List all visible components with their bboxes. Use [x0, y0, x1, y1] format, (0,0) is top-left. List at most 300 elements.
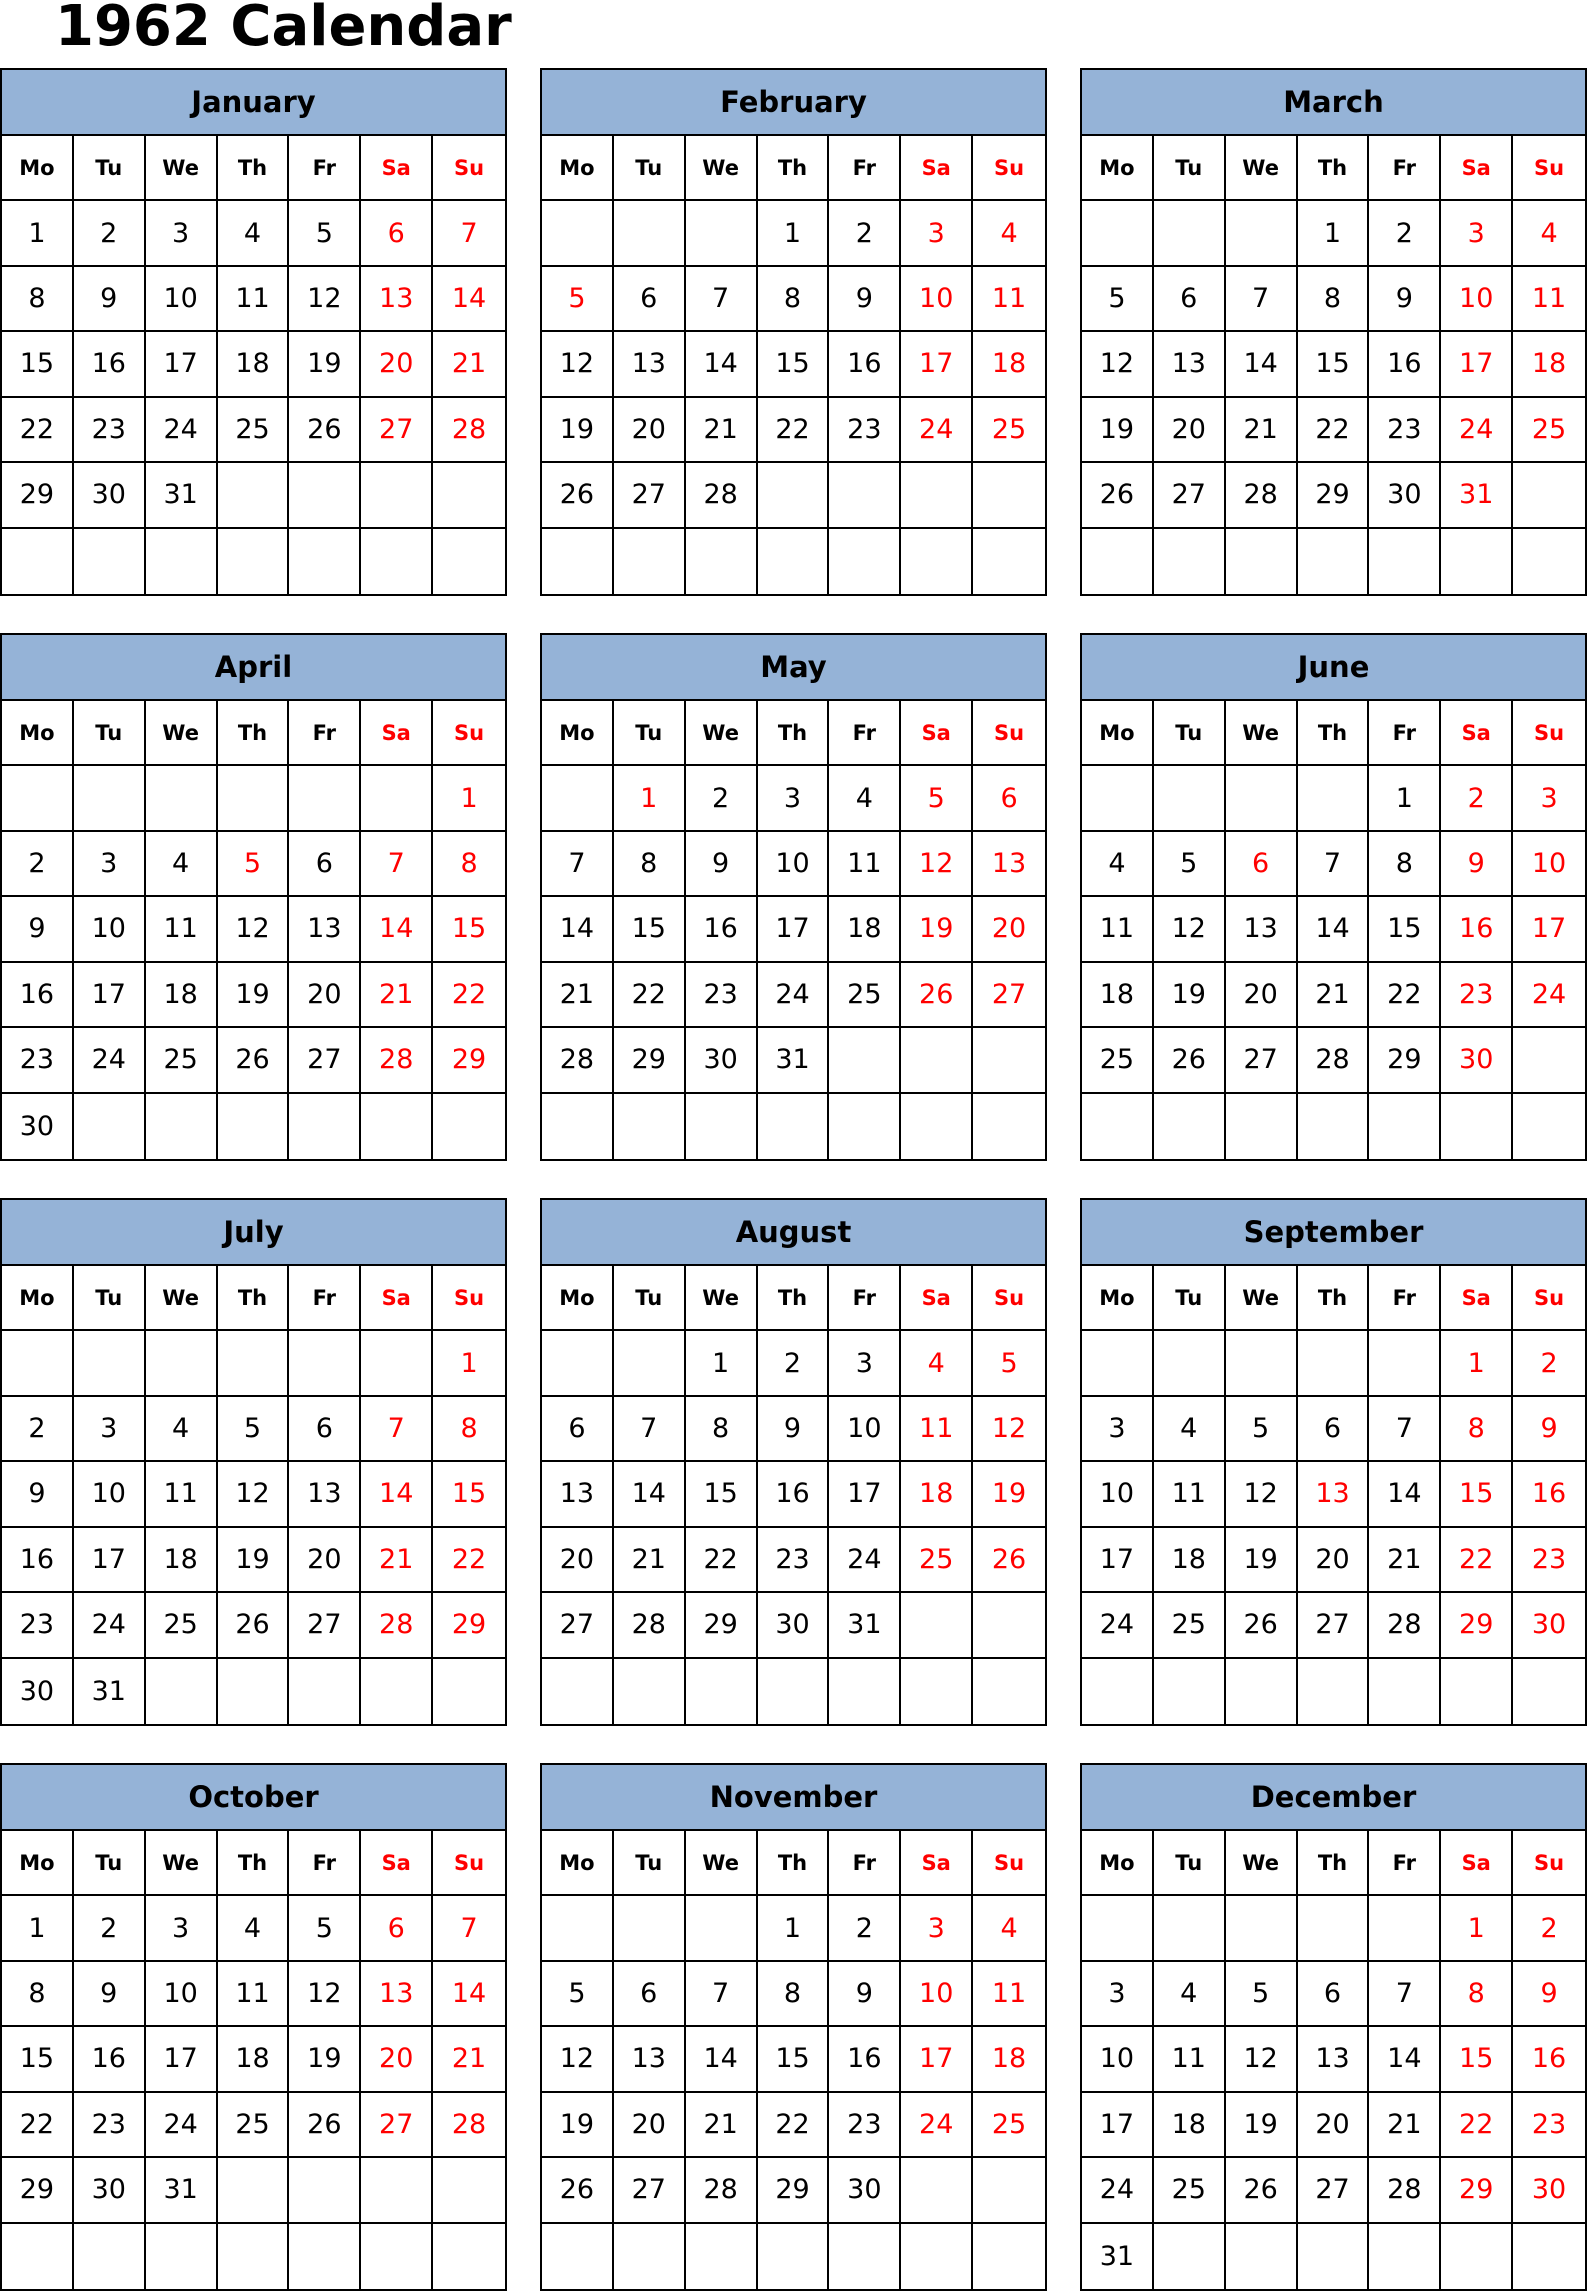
day-cell: 17 [1531, 913, 1567, 945]
day-cell: 3 [758, 766, 830, 829]
day-cell: 11 [1154, 1462, 1226, 1525]
day-cell: 5 [218, 832, 290, 895]
day-cell: 8 [1369, 832, 1441, 895]
day-cell: 19 [218, 1528, 290, 1591]
day-cell: 2 [1540, 1347, 1558, 1379]
day-cell: 10 [758, 832, 830, 895]
weekday-label: Fr [829, 136, 901, 199]
week-row [542, 1896, 1045, 1961]
week-row [1082, 267, 1585, 332]
day-cell: 27 [614, 463, 686, 526]
day-cell: 9 [758, 1397, 830, 1460]
empty-cell [1298, 1331, 1370, 1394]
day-cell: 13 [991, 848, 1027, 880]
day-cell: 27 [289, 1028, 361, 1091]
empty-cell [218, 463, 290, 526]
day-cell: 7 [614, 1397, 686, 1460]
month-march [1080, 68, 1587, 596]
empty-cell [829, 1028, 901, 1091]
weekday-label: Tu [1154, 1831, 1226, 1894]
week-row [1082, 2093, 1585, 2158]
weekday-label: Th [218, 1831, 290, 1894]
day-cell: 18 [146, 963, 218, 1026]
day-cell: 29 [686, 1593, 758, 1656]
day-cell: 20 [361, 2027, 433, 2090]
week-row [1082, 1593, 1585, 1658]
empty-cell [2, 766, 74, 829]
empty-cell [1154, 2224, 1226, 2289]
empty-cell [1298, 529, 1370, 594]
day-cell: 25 [829, 963, 901, 1026]
day-cell: 16 [2, 963, 74, 1026]
day-cell: 3 [146, 201, 218, 264]
empty-cell [1441, 2224, 1513, 2289]
day-cell: 31 [146, 463, 218, 526]
day-cell: 20 [991, 913, 1027, 945]
day-cell: 26 [542, 2158, 614, 2221]
day-cell: 12 [289, 267, 361, 330]
day-cell: 14 [1369, 2027, 1441, 2090]
day-cell: 9 [1540, 1413, 1558, 1445]
weekday-label: Mo [2, 1831, 74, 1894]
week-row [542, 2224, 1045, 2289]
day-cell: 4 [146, 1397, 218, 1460]
week-row [2, 832, 505, 897]
day-cell: 19 [542, 2093, 614, 2156]
weekday-label: Tu [74, 136, 146, 199]
day-cell: 31 [758, 1028, 830, 1091]
weekday-label: Sa [361, 1831, 433, 1894]
day-cell: 20 [614, 398, 686, 461]
day-cell: 27 [1298, 2158, 1370, 2221]
day-cell: 22 [1369, 963, 1441, 1026]
week-row [2, 2093, 505, 2158]
day-cell: 15 [451, 1478, 487, 1510]
week-row [1082, 2027, 1585, 2092]
weekday-label: Su [454, 1850, 485, 1875]
month-july [0, 1198, 507, 1726]
empty-cell [1298, 2224, 1370, 2289]
weekday-label: Th [1298, 136, 1370, 199]
day-cell: 1 [2, 1896, 74, 1959]
empty-cell [433, 463, 505, 526]
week-row [1082, 1462, 1585, 1527]
week-row [542, 2158, 1045, 2223]
day-cell: 12 [1154, 897, 1226, 960]
weekday-label: Su [1534, 1850, 1565, 1875]
day-cell: 9 [74, 267, 146, 330]
day-cell: 19 [289, 332, 361, 395]
day-cell: 22 [758, 398, 830, 461]
empty-cell [1369, 2224, 1441, 2289]
week-row [542, 1528, 1045, 1593]
empty-cell [686, 1659, 758, 1724]
day-cell: 23 [2, 1028, 74, 1091]
month-name: September [1082, 1200, 1585, 1266]
day-cell: 28 [686, 2158, 758, 2221]
day-cell: 4 [1154, 1397, 1226, 1460]
weekday-label: We [1226, 1831, 1298, 1894]
day-cell: 12 [542, 2027, 614, 2090]
empty-cell [1441, 1094, 1513, 1159]
week-row [2, 897, 505, 962]
empty-cell [614, 1659, 686, 1724]
day-cell: 18 [218, 2027, 290, 2090]
weekday-label: Tu [614, 1831, 686, 1894]
day-cell: 21 [1369, 1528, 1441, 1591]
day-cell: 18 [901, 1462, 973, 1525]
week-row [542, 1397, 1045, 1462]
month-may [540, 633, 1047, 1161]
week-row [1082, 832, 1585, 897]
day-cell: 7 [542, 832, 614, 895]
weekday-label: Fr [1369, 1266, 1441, 1329]
day-cell: 2 [829, 201, 901, 264]
empty-cell [973, 2158, 1045, 2221]
day-cell: 27 [289, 1593, 361, 1656]
empty-cell [829, 1659, 901, 1724]
day-cell: 13 [614, 332, 686, 395]
day-cell: 14 [361, 897, 433, 960]
day-cell: 23 [758, 1528, 830, 1591]
day-cell: 27 [542, 1593, 614, 1656]
empty-cell [542, 1094, 614, 1159]
day-cell: 28 [451, 413, 487, 445]
day-cell: 15 [686, 1462, 758, 1525]
day-cell: 11 [991, 1978, 1027, 2010]
week-row [542, 1094, 1045, 1159]
empty-cell [1226, 1896, 1298, 1959]
weekday-header-row [542, 136, 1045, 201]
day-cell: 13 [289, 1462, 361, 1525]
day-cell: 19 [1154, 963, 1226, 1026]
empty-cell [542, 529, 614, 594]
day-cell: 27 [991, 978, 1027, 1010]
day-cell: 25 [1082, 1028, 1154, 1091]
day-cell: 26 [218, 1593, 290, 1656]
day-cell: 3 [74, 1397, 146, 1460]
week-row [542, 897, 1045, 962]
day-cell: 18 [1531, 348, 1567, 380]
day-cell: 13 [1226, 897, 1298, 960]
day-cell: 27 [1154, 463, 1226, 526]
day-cell: 14 [1369, 1462, 1441, 1525]
empty-cell [289, 463, 361, 526]
day-cell: 18 [1082, 963, 1154, 1026]
day-cell: 23 [686, 963, 758, 1026]
day-cell: 15 [614, 897, 686, 960]
empty-cell [614, 1331, 686, 1394]
day-cell: 5 [901, 766, 973, 829]
day-cell: 21 [451, 348, 487, 380]
empty-cell [218, 1331, 290, 1394]
weekday-label: Th [1298, 1831, 1370, 1894]
day-cell: 30 [2, 1094, 74, 1159]
day-cell: 5 [1226, 1397, 1298, 1460]
day-cell: 25 [991, 413, 1027, 445]
empty-cell [1513, 2224, 1585, 2289]
day-cell: 15 [1369, 897, 1441, 960]
weekday-label: Su [1534, 1285, 1565, 1310]
day-cell: 1 [1441, 1331, 1513, 1394]
day-cell: 24 [146, 398, 218, 461]
day-cell: 7 [361, 832, 433, 895]
empty-cell [1226, 1659, 1298, 1724]
day-cell: 22 [2, 398, 74, 461]
day-cell: 2 [758, 1331, 830, 1394]
empty-cell [973, 1028, 1045, 1091]
day-cell: 31 [146, 2158, 218, 2221]
day-cell: 7 [686, 1962, 758, 2025]
week-row [1082, 1896, 1585, 1961]
week-row [2, 1528, 505, 1593]
month-january [0, 68, 507, 596]
empty-cell [1082, 1896, 1154, 1959]
day-cell: 6 [1000, 782, 1018, 814]
day-cell: 29 [2, 2158, 74, 2221]
weekday-label: Sa [901, 136, 973, 199]
weekday-label: Th [758, 136, 830, 199]
empty-cell [1082, 1331, 1154, 1394]
day-cell: 15 [1298, 332, 1370, 395]
day-cell: 5 [1000, 1347, 1018, 1379]
empty-cell [1441, 529, 1513, 594]
weekday-label: Su [994, 1850, 1025, 1875]
day-cell: 14 [451, 283, 487, 315]
day-cell: 26 [1226, 2158, 1298, 2221]
day-cell: 18 [1154, 1528, 1226, 1591]
weekday-label: Th [218, 1266, 290, 1329]
day-cell: 4 [829, 766, 901, 829]
day-cell: 1 [1369, 766, 1441, 829]
day-cell: 3 [1082, 1962, 1154, 2025]
day-cell: 5 [542, 267, 614, 330]
week-row [2, 1962, 505, 2027]
month-june [1080, 633, 1587, 1161]
weekday-label: We [146, 1831, 218, 1894]
day-cell: 10 [74, 1462, 146, 1525]
month-december [1080, 1763, 1587, 2291]
day-cell: 30 [686, 1028, 758, 1091]
day-cell: 25 [1531, 413, 1567, 445]
day-cell: 25 [1154, 2158, 1226, 2221]
empty-cell [146, 1331, 218, 1394]
day-cell: 28 [1369, 1593, 1441, 1656]
weekday-label: Sa [901, 701, 973, 764]
day-cell: 9 [2, 897, 74, 960]
day-cell: 13 [1298, 1462, 1370, 1525]
day-cell: 14 [542, 897, 614, 960]
weekday-label: Th [218, 136, 290, 199]
empty-cell [74, 529, 146, 594]
empty-cell [686, 529, 758, 594]
week-row [542, 1028, 1045, 1093]
empty-cell [901, 2158, 973, 2221]
day-cell: 11 [1154, 2027, 1226, 2090]
weekday-label: Fr [829, 1831, 901, 1894]
day-cell: 10 [829, 1397, 901, 1460]
day-cell: 29 [451, 1044, 487, 1076]
day-cell: 27 [1226, 1028, 1298, 1091]
day-cell: 16 [1369, 332, 1441, 395]
day-cell: 4 [1540, 217, 1558, 249]
day-cell: 4 [1154, 1962, 1226, 2025]
day-cell: 6 [361, 201, 433, 264]
weekday-label: Sa [1441, 136, 1513, 199]
weekday-label: Mo [1082, 701, 1154, 764]
empty-cell [829, 529, 901, 594]
weekday-label: Mo [1082, 1831, 1154, 1894]
month-name: May [542, 635, 1045, 701]
day-cell: 8 [1441, 1962, 1513, 2025]
day-cell: 23 [2, 1593, 74, 1656]
day-cell: 11 [991, 283, 1027, 315]
day-cell: 21 [361, 963, 433, 1026]
day-cell: 24 [829, 1528, 901, 1591]
weekday-label: Tu [74, 701, 146, 764]
empty-cell [74, 1094, 146, 1159]
empty-cell [433, 1659, 505, 1724]
day-cell: 19 [289, 2027, 361, 2090]
day-cell: 30 [1531, 2174, 1567, 2206]
day-cell: 21 [361, 1528, 433, 1591]
weekday-label: Sa [361, 701, 433, 764]
day-cell: 29 [758, 2158, 830, 2221]
day-cell: 22 [451, 978, 487, 1010]
day-cell: 1 [1441, 1896, 1513, 1959]
day-cell: 13 [1298, 2027, 1370, 2090]
weekday-label: Th [758, 1831, 830, 1894]
week-row [542, 201, 1045, 266]
day-cell: 29 [1369, 1028, 1441, 1091]
day-cell: 8 [1441, 1397, 1513, 1460]
day-cell: 10 [901, 267, 973, 330]
week-row [2, 201, 505, 266]
day-cell: 16 [758, 1462, 830, 1525]
day-cell: 9 [686, 832, 758, 895]
day-cell: 25 [991, 2108, 1027, 2140]
day-cell: 30 [1441, 1028, 1513, 1091]
day-cell: 28 [614, 1593, 686, 1656]
empty-cell [289, 1331, 361, 1394]
day-cell: 12 [218, 897, 290, 960]
week-row [1082, 463, 1585, 528]
day-cell: 5 [218, 1397, 290, 1460]
weekday-header-row [1082, 136, 1585, 201]
day-cell: 2 [74, 1896, 146, 1959]
weekday-label: Th [1298, 1266, 1370, 1329]
weekday-label: Mo [542, 1266, 614, 1329]
empty-cell [361, 1094, 433, 1159]
empty-cell [614, 201, 686, 264]
day-cell: 21 [451, 2043, 487, 2075]
day-cell: 7 [1369, 1962, 1441, 2025]
empty-cell [1369, 1896, 1441, 1959]
empty-cell [1226, 1331, 1298, 1394]
week-row [2, 463, 505, 528]
day-cell: 11 [901, 1397, 973, 1460]
day-cell: 15 [1441, 1462, 1513, 1525]
day-cell: 2 [2, 1397, 74, 1460]
weekday-label: Tu [74, 1266, 146, 1329]
weekday-label: We [1226, 701, 1298, 764]
weekday-label: Fr [289, 701, 361, 764]
day-cell: 5 [542, 1962, 614, 2025]
day-cell: 4 [1000, 217, 1018, 249]
day-cell: 30 [829, 2158, 901, 2221]
week-row [1082, 766, 1585, 831]
day-cell: 29 [451, 1609, 487, 1641]
empty-cell [542, 1331, 614, 1394]
empty-cell [1369, 1331, 1441, 1394]
day-cell: 1 [2, 201, 74, 264]
weekday-header-row [1082, 1266, 1585, 1331]
empty-cell [1513, 529, 1585, 594]
empty-cell [433, 2158, 505, 2221]
day-cell: 21 [542, 963, 614, 1026]
week-row [542, 2027, 1045, 2092]
day-cell: 26 [1082, 463, 1154, 526]
empty-cell [1154, 1094, 1226, 1159]
week-row [542, 398, 1045, 463]
day-cell: 23 [829, 2093, 901, 2156]
weekday-label: Fr [1369, 1831, 1441, 1894]
weekday-header-row [2, 1266, 505, 1331]
day-cell: 24 [901, 398, 973, 461]
day-cell: 25 [146, 1028, 218, 1091]
week-row [542, 766, 1045, 831]
empty-cell [2, 529, 74, 594]
day-cell: 27 [361, 398, 433, 461]
weekday-label: Tu [614, 701, 686, 764]
weekday-label: Su [1534, 720, 1565, 745]
weekday-label: Mo [2, 1266, 74, 1329]
empty-cell [1369, 1094, 1441, 1159]
week-row [1082, 529, 1585, 594]
day-cell: 13 [361, 267, 433, 330]
day-cell: 4 [218, 201, 290, 264]
day-cell: 10 [1531, 848, 1567, 880]
day-cell: 2 [1540, 1912, 1558, 1944]
day-cell: 22 [2, 2093, 74, 2156]
day-cell: 12 [991, 1413, 1027, 1445]
day-cell: 29 [1441, 1593, 1513, 1656]
empty-cell [1298, 1094, 1370, 1159]
weekday-label: Tu [1154, 701, 1226, 764]
day-cell: 24 [1441, 398, 1513, 461]
day-cell: 8 [758, 1962, 830, 2025]
weekday-label: Fr [829, 1266, 901, 1329]
day-cell: 16 [829, 332, 901, 395]
day-cell: 24 [74, 1028, 146, 1091]
week-row [542, 529, 1045, 594]
day-cell: 19 [1226, 1528, 1298, 1591]
day-cell: 23 [74, 2093, 146, 2156]
week-row [2, 1896, 505, 1961]
empty-cell [1226, 766, 1298, 829]
day-cell: 12 [1226, 2027, 1298, 2090]
weekday-header-row [2, 136, 505, 201]
week-row [1082, 332, 1585, 397]
empty-cell [901, 1659, 973, 1724]
weekday-label: Fr [1369, 136, 1441, 199]
day-cell: 8 [2, 267, 74, 330]
empty-cell [901, 1028, 973, 1091]
day-cell: 10 [1082, 2027, 1154, 2090]
day-cell: 24 [146, 2093, 218, 2156]
page-title: 1962 Calendar [55, 0, 512, 59]
day-cell: 11 [218, 1962, 290, 2025]
